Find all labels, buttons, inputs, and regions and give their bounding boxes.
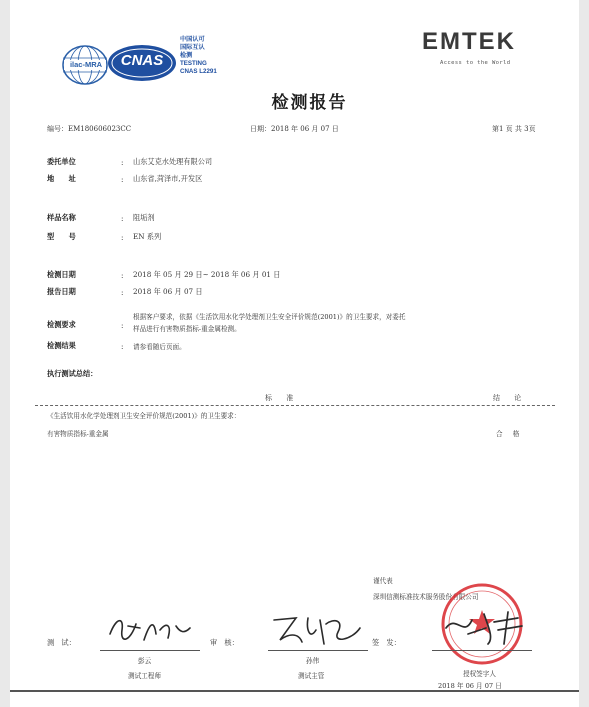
standard-column-header: 标 准	[265, 394, 300, 402]
report-date-label: 报告日期	[47, 287, 76, 296]
colon: :	[121, 233, 124, 242]
summary-label: 执行测试总结：	[47, 369, 98, 378]
model-value: EN 系列	[133, 232, 162, 241]
colon: :	[121, 288, 124, 297]
address-label: 地 址	[47, 174, 76, 183]
tester-title: 测试工程师	[128, 672, 161, 680]
tester-name: 彭云	[138, 657, 152, 665]
reviewer-name: 孙伟	[306, 657, 320, 665]
reviewer-signature	[268, 610, 364, 654]
tester-signature	[106, 612, 196, 652]
test-date-label: 检测日期	[47, 270, 76, 279]
approver-title: 授权签字人	[463, 670, 496, 678]
reviewer-label: 审 核：	[210, 638, 239, 647]
tester-label: 测 试：	[47, 638, 76, 647]
result-value: 请参看随后页面。	[133, 343, 186, 351]
report-date-value: 2018 年 06 月 07 日	[133, 287, 203, 296]
cnas-sub-line: TESTING	[180, 60, 207, 67]
result-label: 检测结果	[47, 341, 76, 350]
address-value: 山东省,菏泽市,开发区	[133, 174, 203, 183]
requirement-label: 检测要求	[47, 320, 76, 329]
ilac-logo-text: ilac-MRA	[69, 60, 103, 69]
test-item-conclusion: 合 格	[496, 430, 524, 438]
approver-label: 签 发：	[372, 638, 401, 647]
client-value: 山东艾克水处理有限公司	[133, 157, 213, 166]
colon: :	[121, 158, 124, 167]
report-title: 检测报告	[271, 93, 348, 113]
cnas-sub-line: 国际互认	[180, 44, 205, 51]
model-label: 型 号	[47, 232, 76, 241]
test-date-value: 2018 年 05 月 29 日~ 2018 年 06 月 01 日	[133, 270, 281, 279]
tester-line	[100, 650, 200, 651]
cnas-sub-line: CNAS L2291	[180, 68, 217, 75]
cnas-accreditation-text	[180, 36, 217, 76]
approver-signature	[438, 608, 528, 652]
rep-label: 谨代表	[373, 577, 393, 585]
sample-value: 阻垢剂	[133, 213, 155, 222]
approver-line	[432, 650, 532, 651]
page-bottom-border	[10, 690, 579, 692]
table-divider	[35, 405, 555, 406]
colon: :	[121, 214, 124, 223]
colon: :	[121, 321, 124, 330]
report-date: 日期：2018 年 06 月 07 日	[250, 125, 339, 133]
colon: :	[121, 271, 124, 280]
emtek-logo: EMTEK	[422, 28, 516, 55]
rep-company: 深圳信测标准技术服务股份有限公司	[373, 593, 479, 601]
page-indicator: 第1 页 共 3页	[492, 125, 536, 133]
colon: :	[121, 342, 124, 351]
requirement-line-1: 根据客户要求，依据《生活饮用水化学处理剂卫生安全评价规范(2001)》的卫生要求，对委托	[133, 313, 406, 321]
approve-date: 2018 年 06 月 07 日	[438, 682, 502, 690]
report-page	[10, 0, 579, 707]
colon: :	[121, 175, 124, 184]
emtek-tagline: Access to the World	[440, 60, 511, 66]
cnas-sub-line: 中国认可	[180, 36, 205, 43]
report-number: 编号：EM180606023CC	[47, 125, 132, 133]
cnas-sub-line: 检测	[180, 52, 193, 59]
test-item: 有害物质指标-重金属	[47, 430, 109, 438]
reviewer-title: 测试主管	[298, 672, 325, 680]
standard-row: 《生活饮用水化学处理剂卫生安全评价规范(2001)》的卫生要求：	[47, 412, 241, 420]
reviewer-line	[268, 650, 368, 651]
cnas-logo-text: CNAS	[120, 52, 164, 69]
conclusion-column-header: 结 论	[493, 394, 528, 402]
requirement-line-2: 样品进行有害物质指标-重金属检测。	[133, 325, 241, 333]
client-label: 委托单位	[47, 157, 76, 166]
sample-label: 样品名称	[47, 213, 76, 222]
